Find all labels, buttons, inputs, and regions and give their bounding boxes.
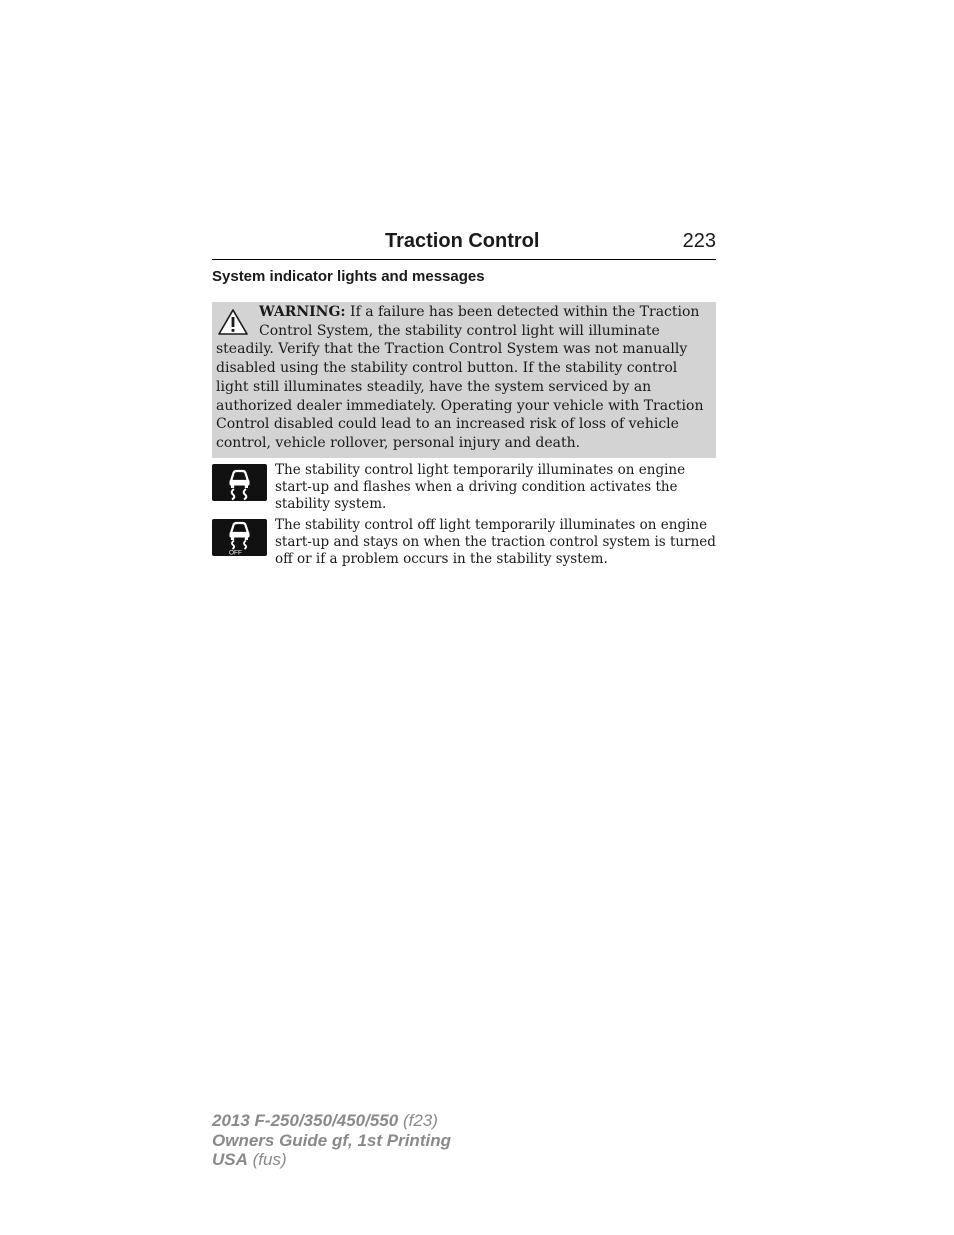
footer-model-code: (f23) [398, 1111, 438, 1130]
page-header [212, 229, 716, 260]
footer-line-2 [212, 1131, 451, 1151]
footer-region-code: (fus) [247, 1150, 287, 1169]
indicator-text: The stability control light temporarily illuminates on engine start-up and flashes when a driving condition activates the stability system. [275, 462, 686, 512]
footer-guide: Owners Guide gf, 1st Printing [212, 1130, 451, 1150]
warning-text [216, 303, 710, 453]
warning-box [212, 302, 716, 458]
warning-label: WARNING: [259, 304, 346, 320]
stability-control-off-icon [212, 519, 267, 556]
footer-line-1 [212, 1111, 451, 1131]
footer-model: 2013 F-250/350/450/550 [212, 1111, 399, 1130]
stability-control-icon [212, 464, 267, 501]
chapter-title: Traction Control [385, 230, 540, 252]
section-heading: System indicator lights and messages [212, 268, 485, 285]
warning-body: If a failure has been detected within the Traction Control System, the stability control light will illuminate steadily. Verify that the Traction Control System was not manually disabled using the stability control button. If the stability control light still illuminates steadily, have the system serviced by an authorized dealer immediately. Operating your vehicle with Traction Control disabled could lead to an increased risk of loss of vehicle control, vehicle rollover, personal injury and death. [216, 304, 704, 451]
footer [212, 1111, 451, 1170]
footer-line-3 [212, 1150, 451, 1170]
footer-region: USA [212, 1150, 248, 1169]
indicator-text: The stability control off light temporarily illuminates on engine start-up and stays on when the traction control system is turned off or if a problem occurs in the stability system. [275, 517, 716, 567]
icon-off-label: OFF [229, 549, 242, 556]
page-number: 223 [682, 230, 716, 252]
